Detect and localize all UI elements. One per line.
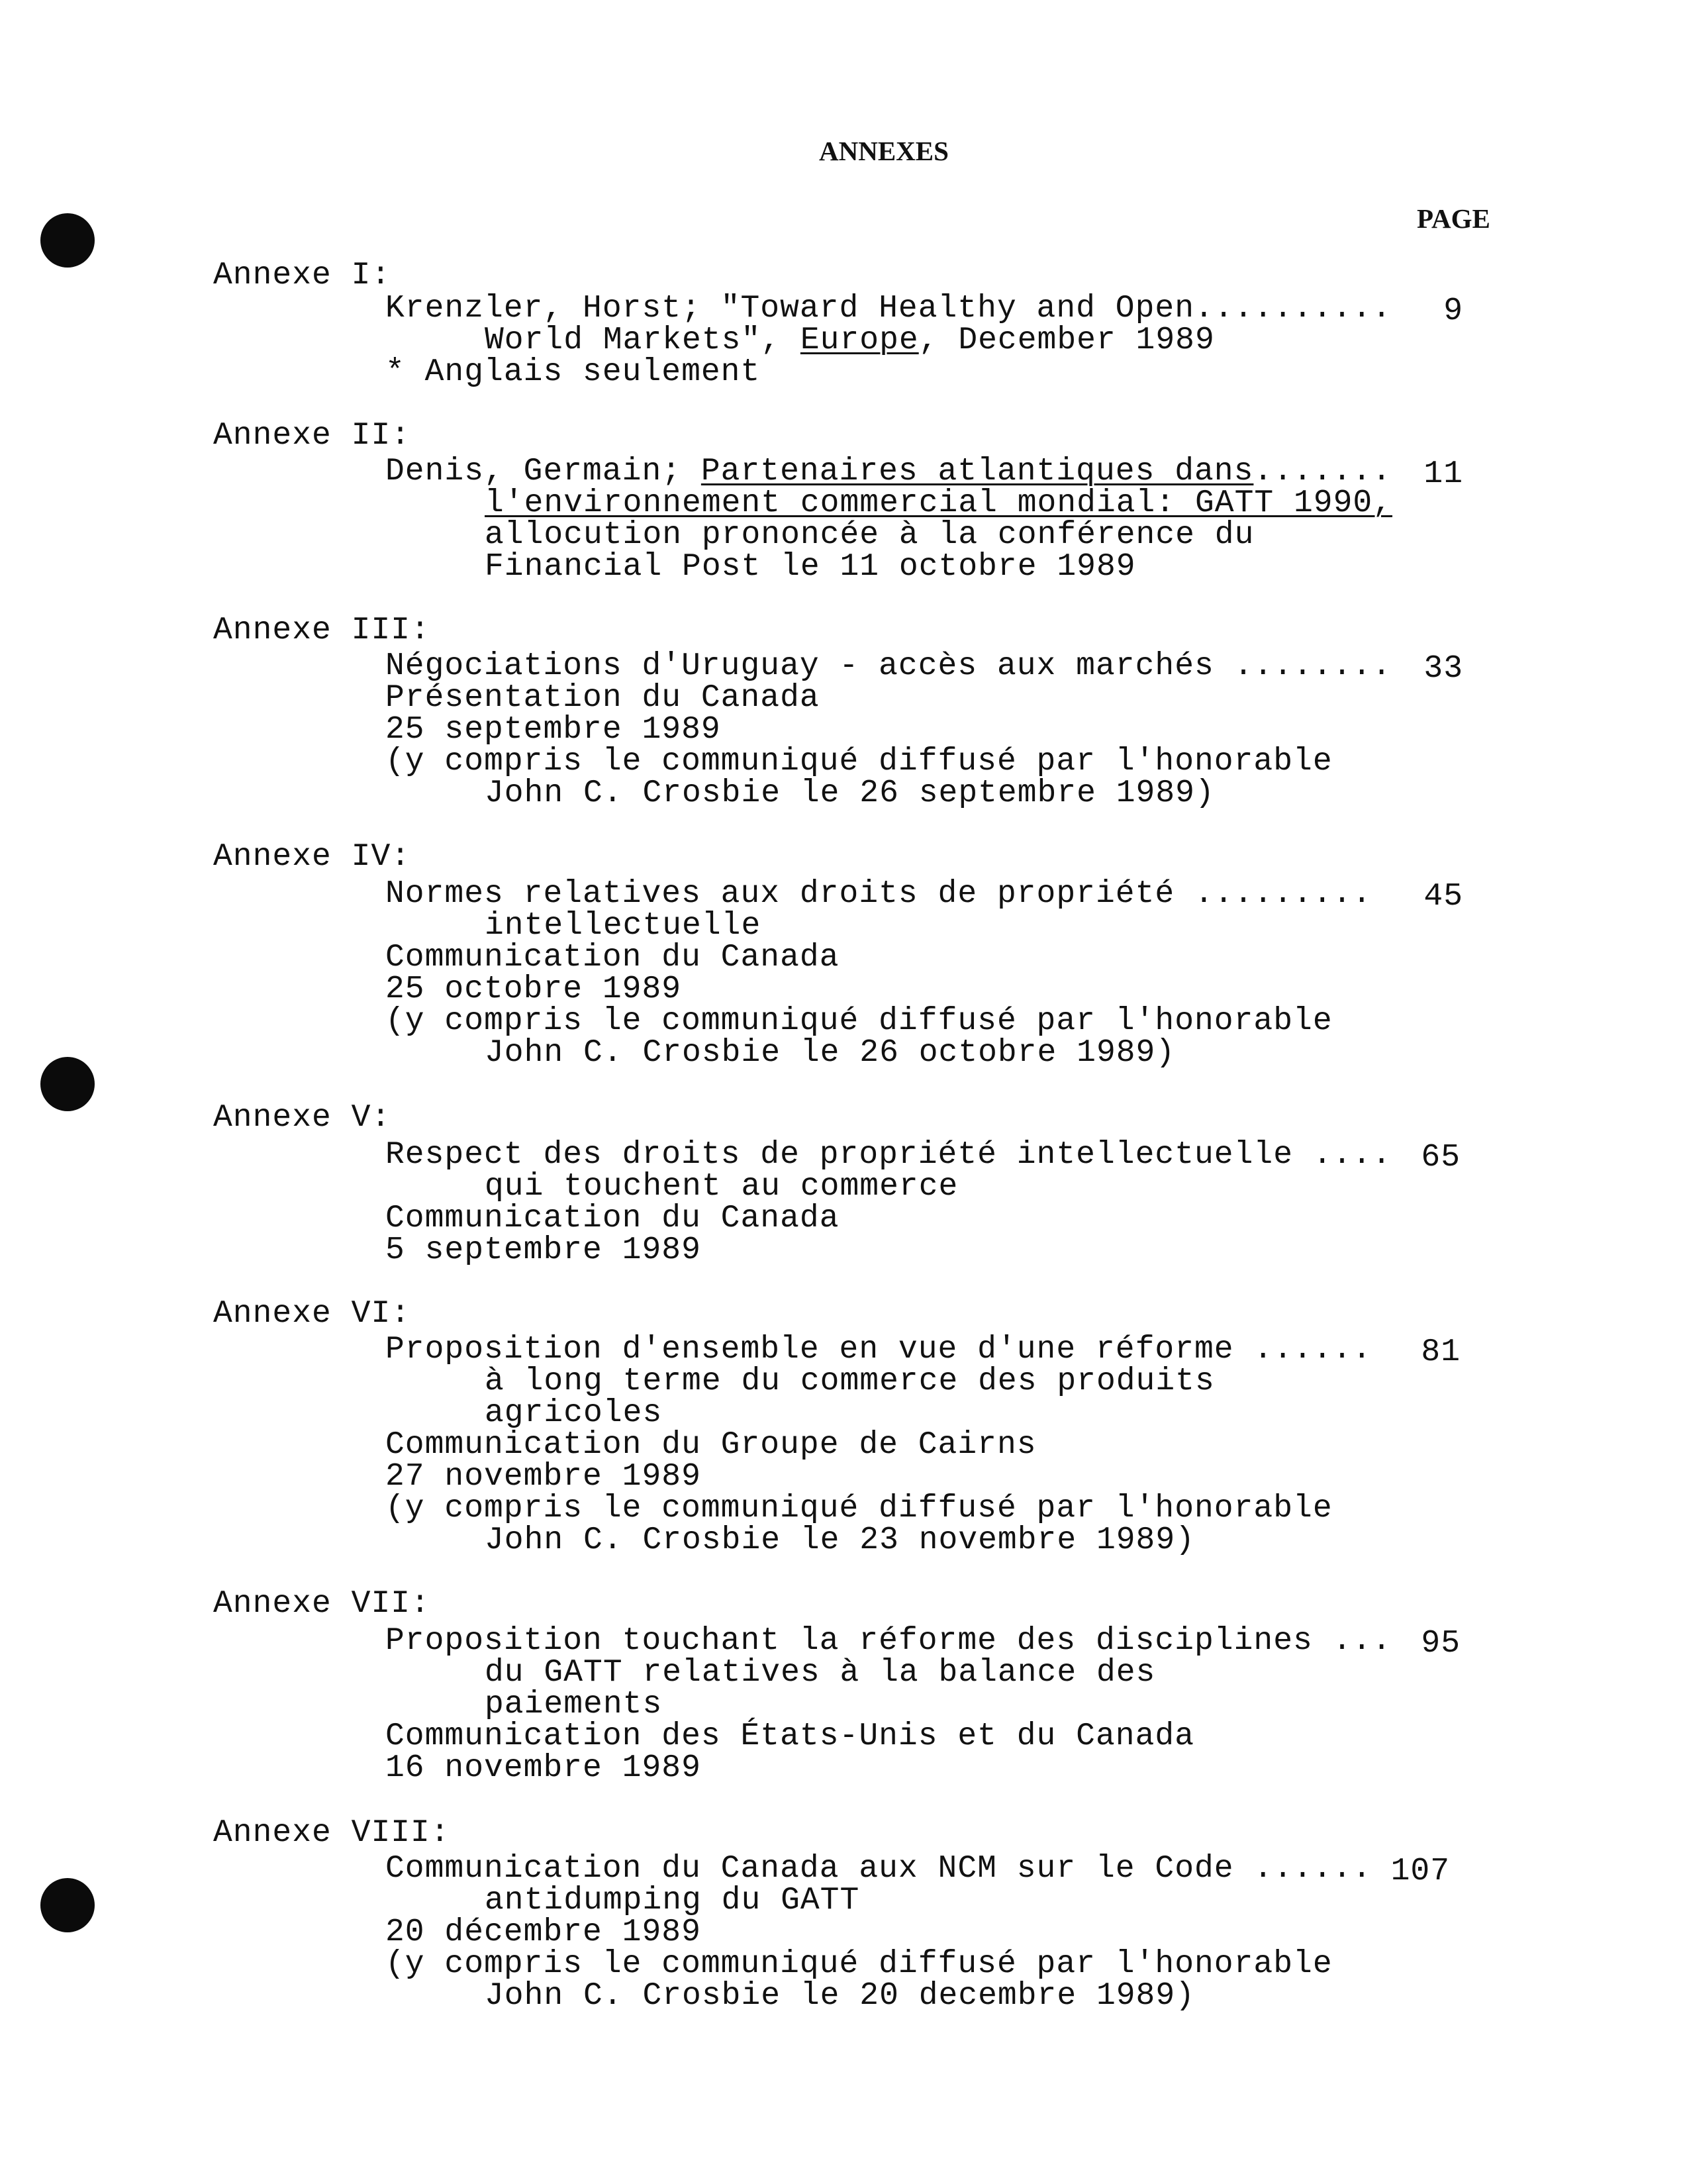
annex-description-line bbox=[385, 1625, 1458, 1657]
line-text: intellectuelle bbox=[485, 908, 761, 944]
annex-label: Annexe V: bbox=[213, 1100, 391, 1136]
line-text: Proposition touchant la réforme des disciplines ... bbox=[385, 1623, 1392, 1659]
annex-description-line bbox=[385, 973, 1458, 1005]
annex-description bbox=[385, 1853, 1458, 2012]
annex-description-line bbox=[385, 942, 1458, 973]
annex-description-line bbox=[385, 1365, 1458, 1397]
line-text: antidumping du GATT bbox=[485, 1883, 860, 1918]
annex-label: Annexe VIII: bbox=[213, 1815, 450, 1851]
annex-label: Annexe II: bbox=[213, 418, 411, 454]
annex-label: Annexe VII: bbox=[213, 1586, 430, 1622]
line-text: 16 novembre 1989 bbox=[385, 1750, 701, 1786]
punch-hole-middle bbox=[40, 1057, 95, 1111]
annex-description-line bbox=[385, 1461, 1458, 1493]
line-text: 20 décembre 1989 bbox=[385, 1914, 701, 1950]
annex-description-line bbox=[385, 1689, 1458, 1720]
annex-description-line bbox=[385, 910, 1458, 942]
line-text: ....... bbox=[1253, 454, 1392, 489]
annex-description-line bbox=[385, 1980, 1458, 2012]
line-text: (y compris le communiqué diffusé par l'honorable bbox=[385, 744, 1333, 779]
annex-description-line bbox=[385, 487, 1458, 519]
line-text: Krenzler, Horst; "Toward Healthy and Open.......... bbox=[385, 291, 1392, 326]
annex-description-line bbox=[385, 650, 1458, 682]
annex-description-line bbox=[385, 746, 1458, 777]
annex-description-line bbox=[385, 1851, 1458, 1889]
annex-description-line bbox=[385, 1885, 1458, 1916]
annex-description bbox=[385, 1334, 1458, 1556]
page-column-header: PAGE bbox=[1417, 203, 1490, 234]
line-text: allocution prononcée à la conférence du bbox=[485, 517, 1255, 553]
annex-description-line bbox=[385, 682, 1458, 714]
annex-description-line bbox=[385, 324, 1458, 356]
annex-description-line bbox=[385, 1203, 1458, 1234]
page-number: 33 bbox=[1423, 651, 1463, 687]
annex-description-line bbox=[385, 1429, 1458, 1461]
line-text: John C. Crosbie le 26 septembre 1989) bbox=[485, 775, 1215, 811]
line-text: 5 septembre 1989 bbox=[385, 1232, 701, 1268]
line-text: Financial Post le 11 octobre 1989 bbox=[485, 549, 1136, 585]
annex-description bbox=[385, 1139, 1458, 1266]
line-text: (y compris le communiqué diffusé par l'honorable bbox=[385, 1003, 1333, 1039]
underlined-title: Europe bbox=[800, 323, 919, 358]
line-text: Négociations d'Uruguay - accès aux marchés ........ bbox=[385, 648, 1392, 684]
page-number: 81 bbox=[1421, 1334, 1461, 1370]
annex-description-line bbox=[385, 878, 1458, 910]
annex-description-line bbox=[385, 1005, 1458, 1037]
line-text: Denis, Germain; bbox=[385, 454, 701, 489]
annex-label: Annexe I: bbox=[213, 258, 391, 293]
line-text: John C. Crosbie le 26 octobre 1989) bbox=[485, 1035, 1176, 1071]
line-text: agricoles bbox=[485, 1395, 663, 1431]
annex-description-line bbox=[385, 1493, 1458, 1524]
annex-description-line bbox=[385, 714, 1458, 746]
annex-description-line bbox=[385, 1171, 1458, 1203]
page-number: 107 bbox=[1390, 1854, 1450, 1889]
line-text: Présentation du Canada bbox=[385, 680, 820, 716]
punch-hole-bottom bbox=[40, 1878, 95, 1932]
line-text: John C. Crosbie le 20 decembre 1989) bbox=[485, 1978, 1195, 2014]
annex-description-line bbox=[385, 551, 1458, 583]
line-text: Communication du Canada aux NCM sur le Code ...... bbox=[385, 1851, 1372, 1887]
page-title: ANNEXES bbox=[819, 136, 949, 166]
annex-description-line bbox=[385, 1234, 1458, 1266]
page-number: 9 bbox=[1443, 293, 1463, 329]
underlined-title: Partenaires atlantiques dans bbox=[700, 454, 1254, 489]
annex-description-line bbox=[385, 1657, 1458, 1689]
annex-description-line bbox=[385, 777, 1458, 809]
annex-description-line bbox=[385, 293, 1458, 324]
annex-description bbox=[385, 456, 1458, 583]
annex-description bbox=[385, 650, 1458, 809]
line-text: Communication du Groupe de Cairns bbox=[385, 1427, 1037, 1463]
annex-label: Annexe III: bbox=[213, 613, 430, 648]
page-number: 65 bbox=[1421, 1140, 1461, 1175]
annex-label: Annexe IV: bbox=[213, 839, 411, 875]
line-text: paiements bbox=[485, 1687, 663, 1722]
annex-description-line bbox=[385, 1334, 1458, 1365]
line-text: Communication du Canada bbox=[385, 940, 840, 975]
line-text: (y compris le communiqué diffusé par l'honorable bbox=[385, 1491, 1333, 1526]
annex-label: Annexe VI: bbox=[213, 1296, 411, 1332]
annex-description-line bbox=[385, 519, 1458, 551]
line-text: John C. Crosbie le 23 novembre 1989) bbox=[485, 1522, 1195, 1558]
line-text: Normes relatives aux droits de propriété ......... bbox=[385, 876, 1372, 912]
line-text: 25 octobre 1989 bbox=[385, 971, 682, 1007]
annex-description bbox=[385, 878, 1458, 1069]
line-text: Proposition d'ensemble en vue d'une réforme ...... bbox=[385, 1332, 1372, 1367]
line-text: à long terme du commerce des produits bbox=[485, 1364, 1215, 1399]
line-text: World Markets", bbox=[485, 323, 800, 358]
line-text: Communication des États-Unis et du Canada bbox=[385, 1718, 1194, 1754]
line-text: du GATT relatives à la balance des bbox=[485, 1655, 1156, 1691]
annex-description bbox=[385, 1625, 1458, 1784]
underlined-title: l'environnement commercial mondial: GATT 1990, bbox=[485, 485, 1393, 521]
annex-description bbox=[385, 293, 1458, 388]
annex-description-line bbox=[385, 1720, 1458, 1752]
annex-description-line bbox=[385, 1524, 1458, 1556]
annex-description-line bbox=[385, 356, 1458, 388]
page-number: 45 bbox=[1423, 879, 1463, 915]
line-text: Respect des droits de propriété intellectuelle .... bbox=[385, 1137, 1392, 1173]
line-text: * Anglais seulement bbox=[385, 354, 761, 390]
annex-description-line bbox=[385, 1752, 1458, 1784]
annex-description-line bbox=[385, 1948, 1458, 1980]
line-text: 25 septembre 1989 bbox=[385, 712, 721, 748]
punch-hole-top bbox=[40, 213, 95, 268]
line-text: Communication du Canada bbox=[385, 1201, 840, 1236]
line-text: 27 novembre 1989 bbox=[385, 1459, 701, 1495]
annex-description-line bbox=[385, 1916, 1458, 1948]
annex-description-line bbox=[385, 1397, 1458, 1429]
page-number: 95 bbox=[1421, 1626, 1461, 1662]
line-text: qui touchent au commerce bbox=[485, 1169, 959, 1205]
annex-description-line bbox=[385, 1037, 1458, 1069]
annex-description-line bbox=[385, 1139, 1458, 1171]
annex-description-line bbox=[385, 456, 1458, 487]
line-text: , December 1989 bbox=[918, 323, 1215, 358]
line-text: (y compris le communiqué diffusé par l'honorable bbox=[385, 1946, 1333, 1982]
page-number: 11 bbox=[1423, 456, 1463, 492]
